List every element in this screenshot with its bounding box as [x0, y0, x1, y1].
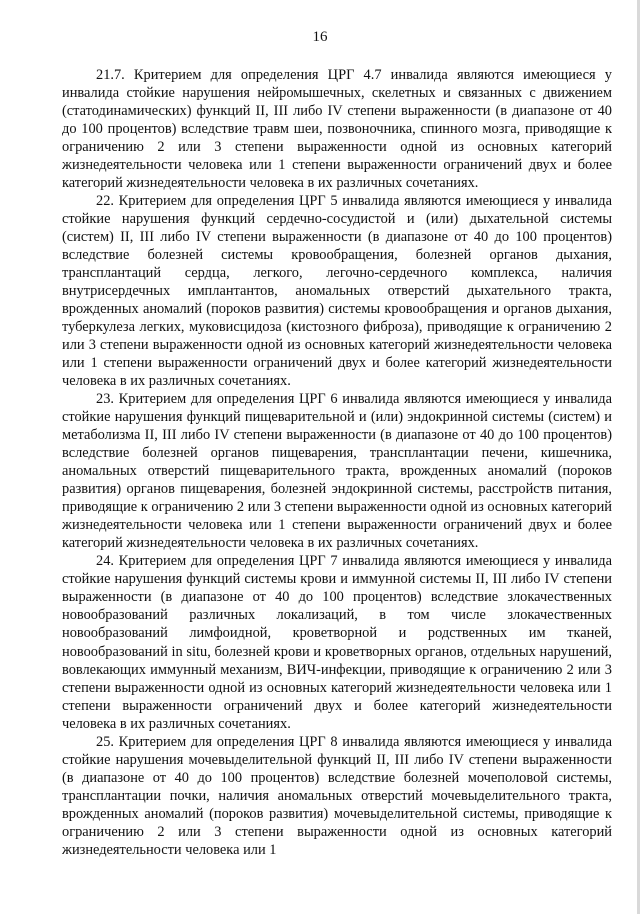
paragraph-22: 22. Критерием для определения ЦРГ 5 инвалида являются имеющиеся у инвалида стойкие нарушения функций сердечно-сосудистой и (или) дыхательной системы (систем) II, III либо IV степени выраженности (в диапазоне от 40 до 100 процентов) вследствие болезней системы кровообращения, болезней органов дыхания, трансплантаций сердца, легкого, легочно-сердечного комплекса, наличия внутрисердечных имплантантов, аномальных отверстий дыхательного тракта, врожденных аномалий (пороков развития) системы кровообращения и органов дыхания, туберкулеза легких, муковисцидоза (кистозного фиброза), приводящие к ограничению 2 или 3 степени выраженности одной из основных категорий жизнедеятельности человека или 1 степени выраженности ограничений двух и более категорий жизнедеятельности человека в их различных сочетаниях.: [62, 193, 612, 390]
paragraph-25: 25. Критерием для определения ЦРГ 8 инвалида являются имеющиеся у инвалида стойкие нарушения мочевыделительной функций II, III либо IV степени выраженности (в диапазоне от 40 до 100 процентов) вследствие болезней мочеполовой системы, трансплантации почки, наличия аномальных отверстий мочевыделительного тракта, врожденных аномалий (пороков развития) мочевыделительной системы, приводящие к ограничению 2 или 3 степени выраженности одной из основных категорий жизнедеятельности человека или 1: [62, 733, 612, 858]
document-body: [62, 66, 612, 859]
paragraph-21-7: 21.7. Критерием для определения ЦРГ 4.7 инвалида являются имеющиеся у инвалида стойкие нарушения нейромышечных, скелетных и связанных с движением (статодинамических) функций II, III либо IV степени выраженности (в диапазоне от 40 до 100 процентов) вследствие травм шеи, позвоночника, спинного мозга, приводящие к ограничению 2 или 3 степени выраженности одной из основных категорий жизнедеятельности человека или 1 степени выраженности ограничений двух и более категорий жизнедеятельности человека в их различных сочетаниях.: [62, 67, 612, 192]
paragraph-24: 24. Критерием для определения ЦРГ 7 инвалида являются имеющиеся у инвалида стойкие нарушения функций системы крови и иммунной системы II, III либо IV степени выраженности (в диапазоне от 40 до 100 процентов) вследствие злокачественных новообразований различных локализаций, в том числе злокачественных новообразований лимфоидной, кроветворной и родственных им тканей, новообразований in situ, болезней крови и кроветворных органов, отдельных нарушений, вовлекающих иммунный механизм, ВИЧ-инфекции, приводящие к ограничению 2 или 3 степени выраженности одной из основных категорий жизнедеятельности человека или 1 степени выраженности ограничений двух и более категорий жизнедеятельности человека в их различных сочетаниях.: [62, 553, 612, 732]
paragraph-23: 23. Критерием для определения ЦРГ 6 инвалида являются имеющиеся у инвалида стойкие нарушения функций пищеварительной и (или) эндокринной системы (систем) и метаболизма II, III либо IV степени выраженности (в диапазоне от 40 до 100 процентов) вследствие болезней органов пищеварения, трансплантации печени, кишечника, аномальных отверстий пищеварительного тракта, врожденных аномалий (пороков развития) органов пищеварения, болезней эндокринной системы, расстройств питания, приводящие к ограничению 2 или 3 степени выраженности одной из основных категорий жизнедеятельности человека или 1 степени выраженности ограничений двух и более категорий жизнедеятельности человека в их различных сочетаниях.: [62, 391, 612, 552]
page-number: 16: [312, 29, 328, 45]
